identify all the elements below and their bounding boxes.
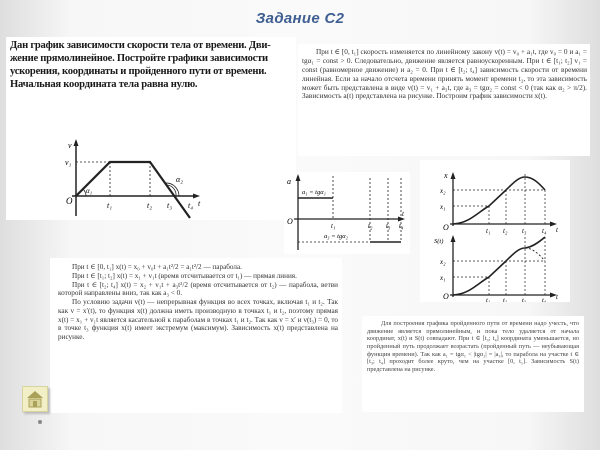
- tick-t1: t₁: [486, 297, 491, 302]
- alpha1-label: α₁: [86, 187, 93, 195]
- tick-t1: t₁: [331, 222, 336, 230]
- coordinate-graph: [420, 160, 570, 235]
- v-axis-arrow: [74, 139, 79, 146]
- alpha2-label: α₂: [176, 175, 183, 184]
- t-axis-label: t: [198, 199, 201, 208]
- problem-statement: [10, 40, 295, 92]
- a-axis-label: a: [287, 177, 291, 186]
- origin-label: O: [287, 217, 293, 226]
- solution-paragraph: При t ∈ [0, t₁] x(t) = x₀ + v₀t + a₁t²/2 = a₁t²/2 — парабола.: [72, 263, 242, 271]
- t-axis-label: t: [402, 210, 404, 218]
- tick-t3: t₃: [522, 297, 527, 302]
- home-button[interactable]: [22, 386, 48, 412]
- s-curve: [453, 237, 545, 295]
- s-axis-label: S(t): [434, 238, 444, 245]
- tick-t2: t₂: [147, 201, 153, 210]
- tick-t1: t₁: [107, 201, 113, 210]
- a1-label: a₁ = tgα₁: [302, 189, 326, 196]
- origin-label: O: [66, 196, 73, 206]
- x1-label: x₁: [440, 274, 446, 282]
- acceleration-graph: [284, 172, 410, 254]
- t-axis-label: t: [556, 226, 558, 234]
- problem-line: ускорения, координаты и пройденного пути от времени.: [10, 65, 267, 77]
- origin-label: O: [443, 223, 449, 232]
- tick-t2: t₂: [503, 297, 508, 302]
- x2-label: x₂: [440, 187, 446, 195]
- v1-label: v₁: [65, 158, 72, 167]
- x1-label: x₁: [440, 203, 446, 211]
- home-icon: [23, 387, 47, 411]
- problem-line: жение прямолинейное. Постройте графики зависимости: [10, 52, 268, 64]
- solution-text-bottom-right: [367, 320, 579, 374]
- solution-text-bottom-left: [58, 263, 338, 342]
- nav-dot: [38, 420, 42, 424]
- velocity-line: [76, 162, 190, 218]
- v-axis-label: v: [68, 141, 72, 150]
- x2-label: x₂: [440, 258, 446, 266]
- tick-t2: t₂: [368, 222, 373, 230]
- velocity-graph: [64, 138, 204, 220]
- a3-label: a₃ = tgα₂: [324, 233, 348, 240]
- solution-paragraph: По условию задачи v(t) — непрерывная функция во всех точках, включая t₁ и t₂. Так как v = x′(t), то функция x(t) должна иметь производную в точках t₁ и t₂, поэтому прямая x(t) = x₁ + v₁t является касательной к параболам в точках t₁ и t₂. Так как v = x′ и v(t₃) = 0, то в точке t₃ функция x(t) имеет экстремум (максимум). Зависимость x(t) представлена на рисунке.: [58, 298, 338, 342]
- x-dashed-continuation: [525, 248, 545, 261]
- path-graph: [420, 235, 570, 302]
- tick-t4: t₄: [399, 222, 404, 230]
- t-axis-arrow: [193, 194, 200, 199]
- tick-t3: t₃: [386, 222, 391, 230]
- solution-paragraph: При t ∈ [0, t₁] скорость изменяется по линейному закону v(t) = v₀ + a₁t, где v₀ = 0 и a₁ = tgα₁ = const > 0. Следовательно, движение является равноускоренным. При t ∈ [t₁; t₂] v₁ = const (равномерное движение) и a₂ = 0. При t ∈ [t₂; t₄] зависимость скорости от времени линейная. Если за начало отсчета времени принять момент времени t₂, то эта зависимость может быть представлена в виде v(t) = v₁ + a₃t, где a₃ = tgα₂ = const < 0 (так как α₂ > π/2). Зависимость a(t) представлена на рисунке. Построим график зависимости x(t).: [302, 47, 587, 101]
- tick-t3: t₃: [522, 227, 527, 235]
- tick-t4: t₄: [542, 297, 547, 302]
- tick-t4: t₄: [542, 227, 547, 235]
- slide-title: Задание С2: [255, 10, 345, 27]
- tick-t4: t₄: [188, 201, 194, 210]
- solution-paragraph: При t ∈ [t₂; t₄] x(t) = x₂ + v₁t + a₃t²/2 (время отсчитывается от t₂) — парабола, ветви которой направлены вниз, так как a₃ < 0.: [58, 280, 338, 298]
- solution-paragraph: Для построения графика пройденного пути от времени надо учесть, что движение является прямолинейным, и пока тело удаляется от начала координат, x(t) и S(t) совпадают. При t ∈ [t₃; t₄] координата уменьшается, но пройденный путь продолжает возрастать (пройденный путь — неубывающая функция времени). Так как a₁ = tgα₁ < |tgα₂| = |a₃|, то парабола на участке t ∈ [t₃; t₄] проходит более круто, чем на участке [0, t₁]. Зависимость S(t) представлена на рисунке.: [367, 320, 579, 374]
- origin-label: O: [443, 292, 449, 301]
- solution-paragraph: При t ∈ [t₁; t₂] x(t) = x₁ + v₁t (время отсчитывается от t₁) — прямая линия.: [72, 271, 297, 280]
- tick-t3: t₃: [167, 201, 173, 210]
- x-axis-label: x: [444, 171, 448, 180]
- problem-line: Начальная координата тела равна нулю.: [10, 78, 198, 90]
- problem-line: Дан график зависимости скорости тела от времени. Дви-: [10, 40, 271, 51]
- solution-text-top: [302, 48, 587, 101]
- x-curve: [453, 177, 545, 224]
- tick-t2: t₂: [503, 227, 508, 235]
- t-axis-label: t: [556, 293, 558, 301]
- tick-t1: t₁: [486, 227, 491, 235]
